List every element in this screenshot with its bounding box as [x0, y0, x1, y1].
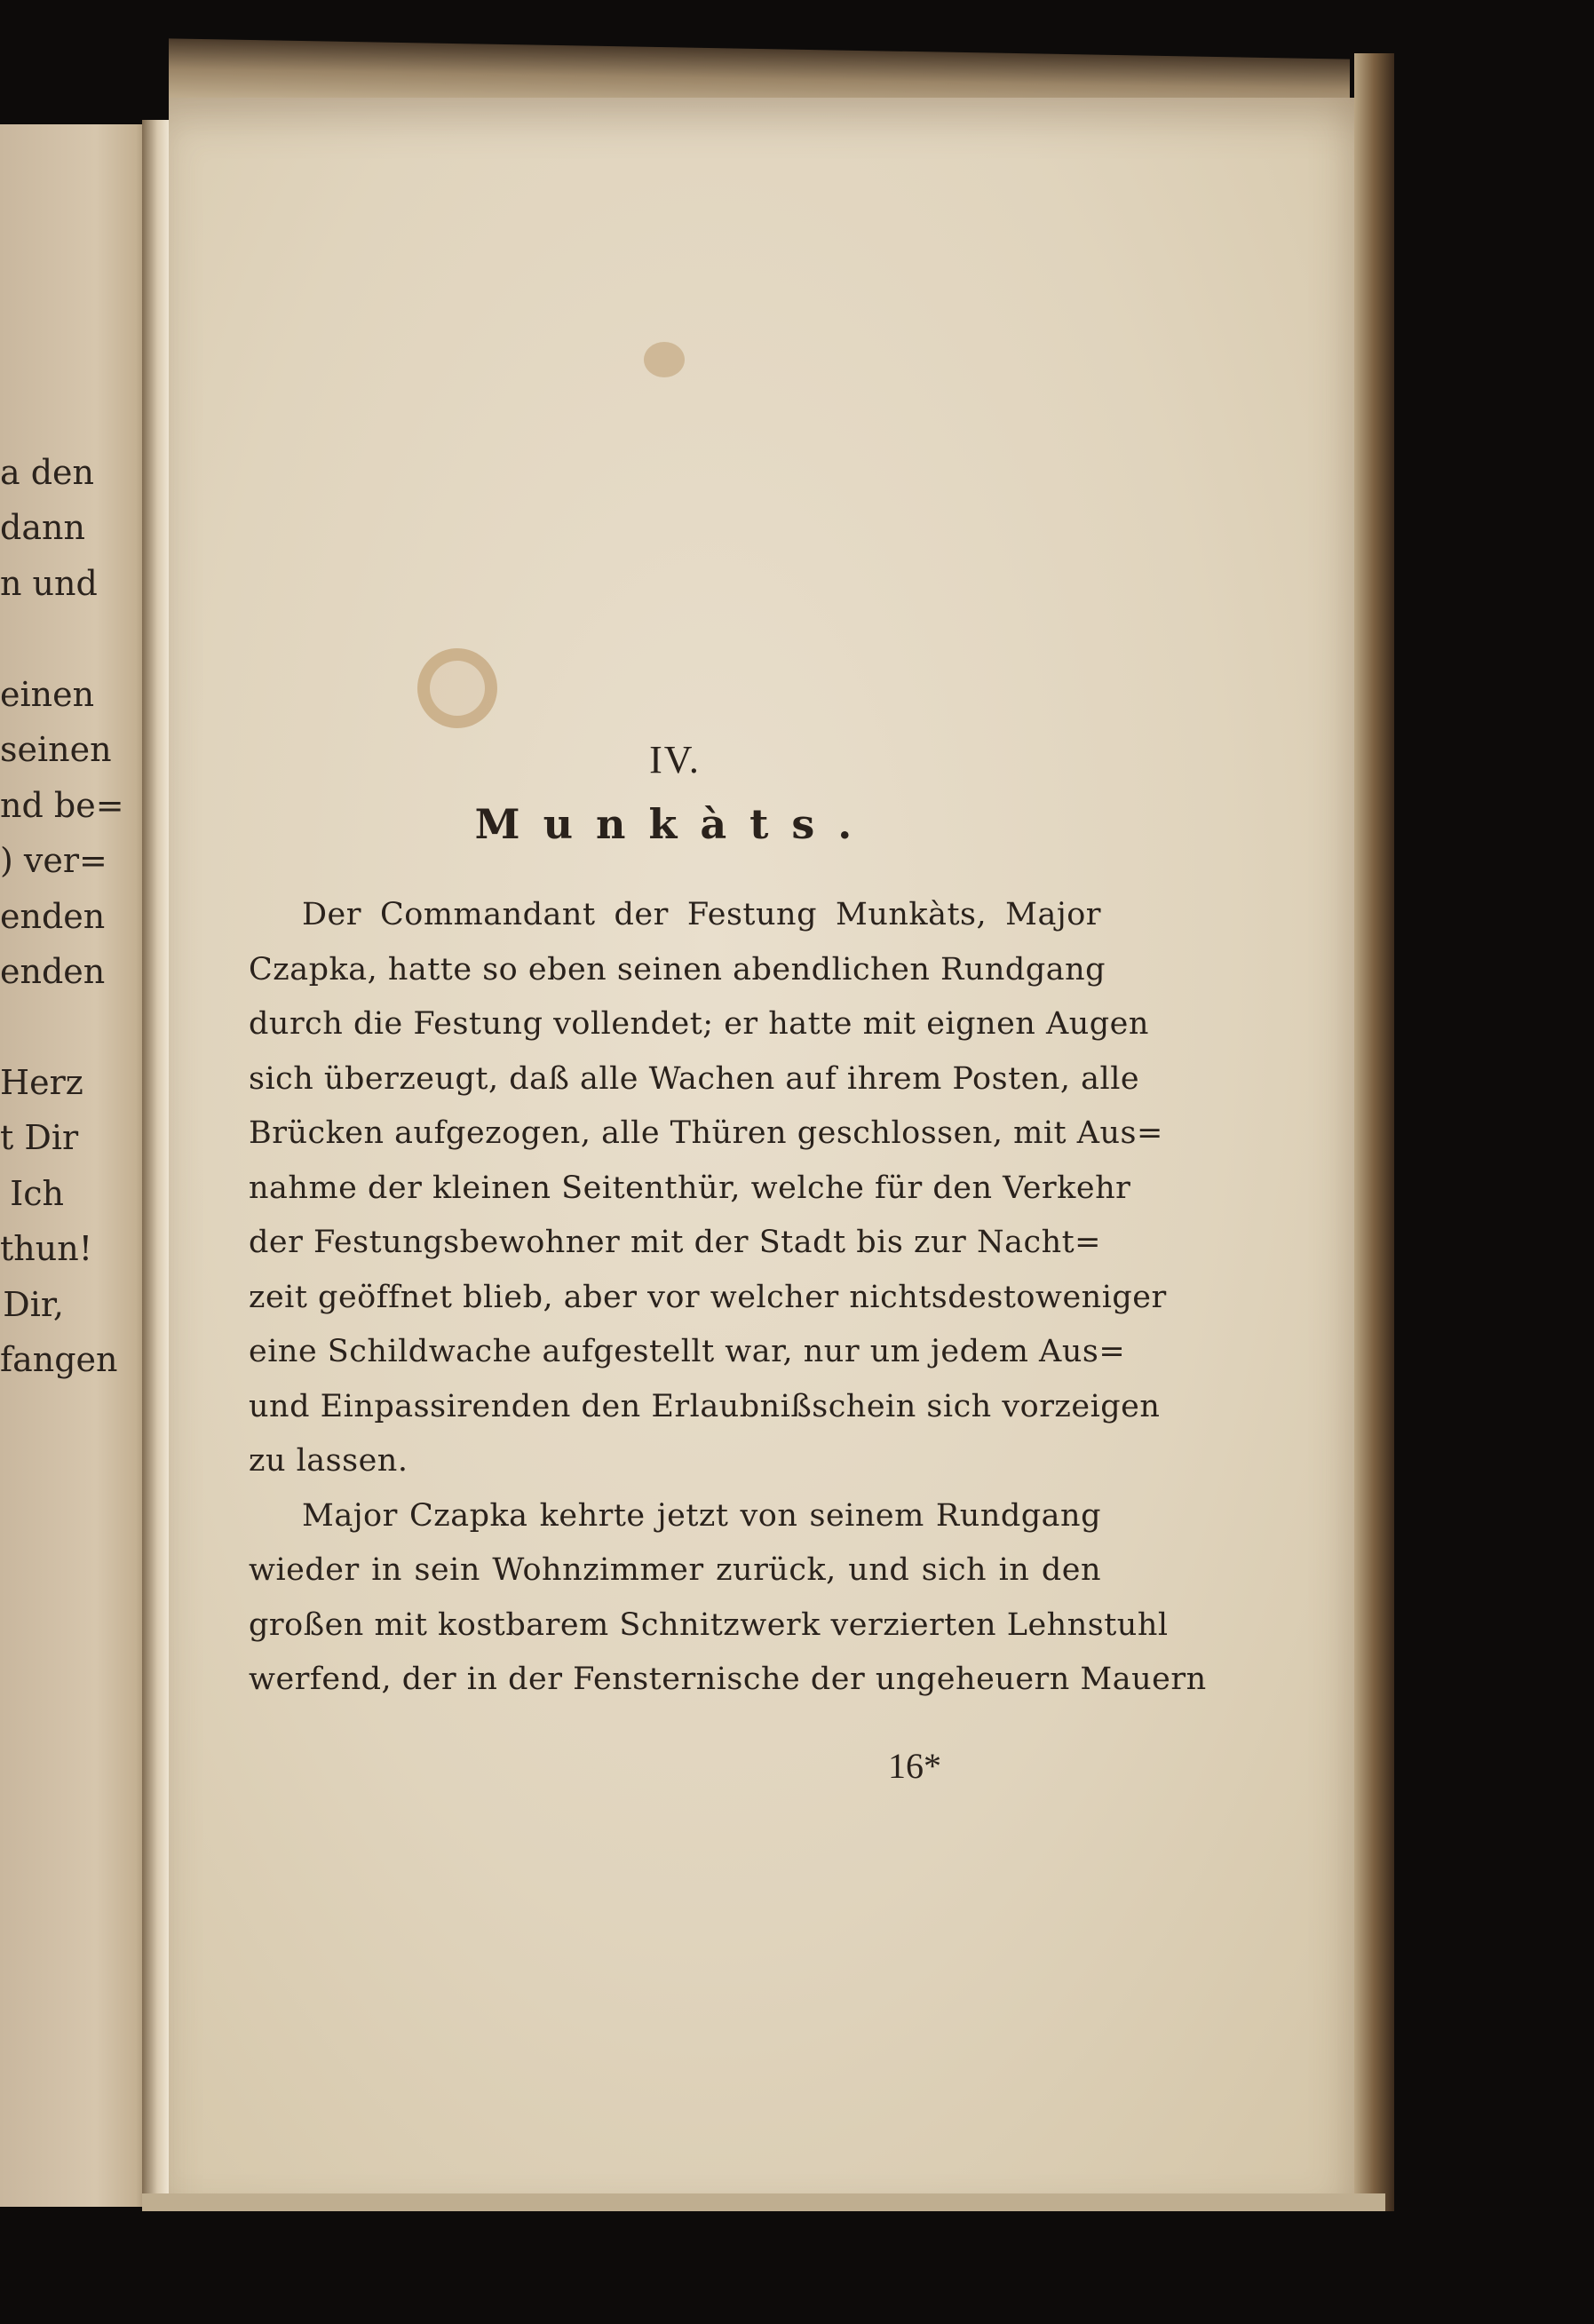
left-page-fragment: Dir,	[3, 1285, 64, 1324]
text-line: eine Schildwache aufgestellt war, nur um jedem Aus=	[249, 1334, 1126, 1369]
text-line: nahme der kleinen Seitenthür, welche für den Verkehr	[249, 1170, 1131, 1206]
text-line: Major Czapka kehrte jetzt von seinem Rundgang	[302, 1497, 1101, 1534]
page-content	[249, 737, 1207, 1708]
left-page-fragment: t Dir	[0, 1118, 79, 1157]
left-page-fragment: einen	[0, 675, 95, 714]
text-line: zu lassen.	[249, 1443, 408, 1479]
left-page-fragment: seinen	[0, 730, 112, 769]
text-line: durch die Festung vollendet; er hatte mit eignen Augen	[249, 1006, 1149, 1042]
text-line: zeit geöffnet blieb, aber vor welcher nichtsdestoweniger	[249, 1279, 1167, 1315]
left-page-fragment: Herz	[0, 1063, 83, 1102]
left-page-fragment: thun!	[0, 1229, 92, 1268]
left-page-fragment: fangen	[0, 1340, 118, 1379]
text-line: Czapka, hatte so eben seinen abendlichen Rundgang	[249, 951, 1106, 988]
text-line: Der Commandant der Festung Munkàts, Major	[302, 897, 1101, 932]
left-page-fragment: enden	[0, 897, 106, 936]
text-line: großen mit kostbarem Schnitzwerk verzierten Lehnstuhl	[249, 1606, 1169, 1643]
left-page	[0, 124, 160, 2207]
body-text	[249, 888, 1207, 1708]
chapter-number: IV.	[649, 738, 701, 781]
chapter-title: Munkàts.	[474, 800, 876, 848]
signature-mark: 16*	[888, 1746, 941, 1786]
page-edge-right	[1354, 53, 1394, 2211]
left-page-fragment: a den	[0, 453, 95, 492]
text-line: und Einpassirenden den Erlaubnißschein sich vorzeigen	[249, 1388, 1161, 1424]
text-line: der Festungsbewohner mit der Stadt bis zur Nacht=	[249, 1225, 1101, 1260]
foxing-spot	[644, 342, 685, 377]
text-line: Brücken aufgezogen, alle Thüren geschlossen, mit Aus=	[249, 1115, 1163, 1151]
text-line: werfend, der in der Fensternische der ungeheuern Mauern	[249, 1662, 1207, 1697]
left-page-fragment: nd be=	[0, 786, 124, 825]
page-bottom-edge	[142, 2193, 1385, 2211]
text-line: sich überzeugt, daß alle Wachen auf ihrem Posten, alle	[249, 1060, 1140, 1097]
water-stain	[417, 648, 497, 728]
left-page-fragment: Ich	[10, 1174, 64, 1213]
left-page-fragment: enden	[0, 952, 106, 991]
left-page-fragment: ) ver=	[0, 841, 107, 880]
left-page-fragment: dann	[0, 508, 85, 547]
left-page-fragment: n und	[0, 564, 98, 603]
text-line: wieder in sein Wohnzimmer zurück, und sich in den	[249, 1552, 1101, 1588]
